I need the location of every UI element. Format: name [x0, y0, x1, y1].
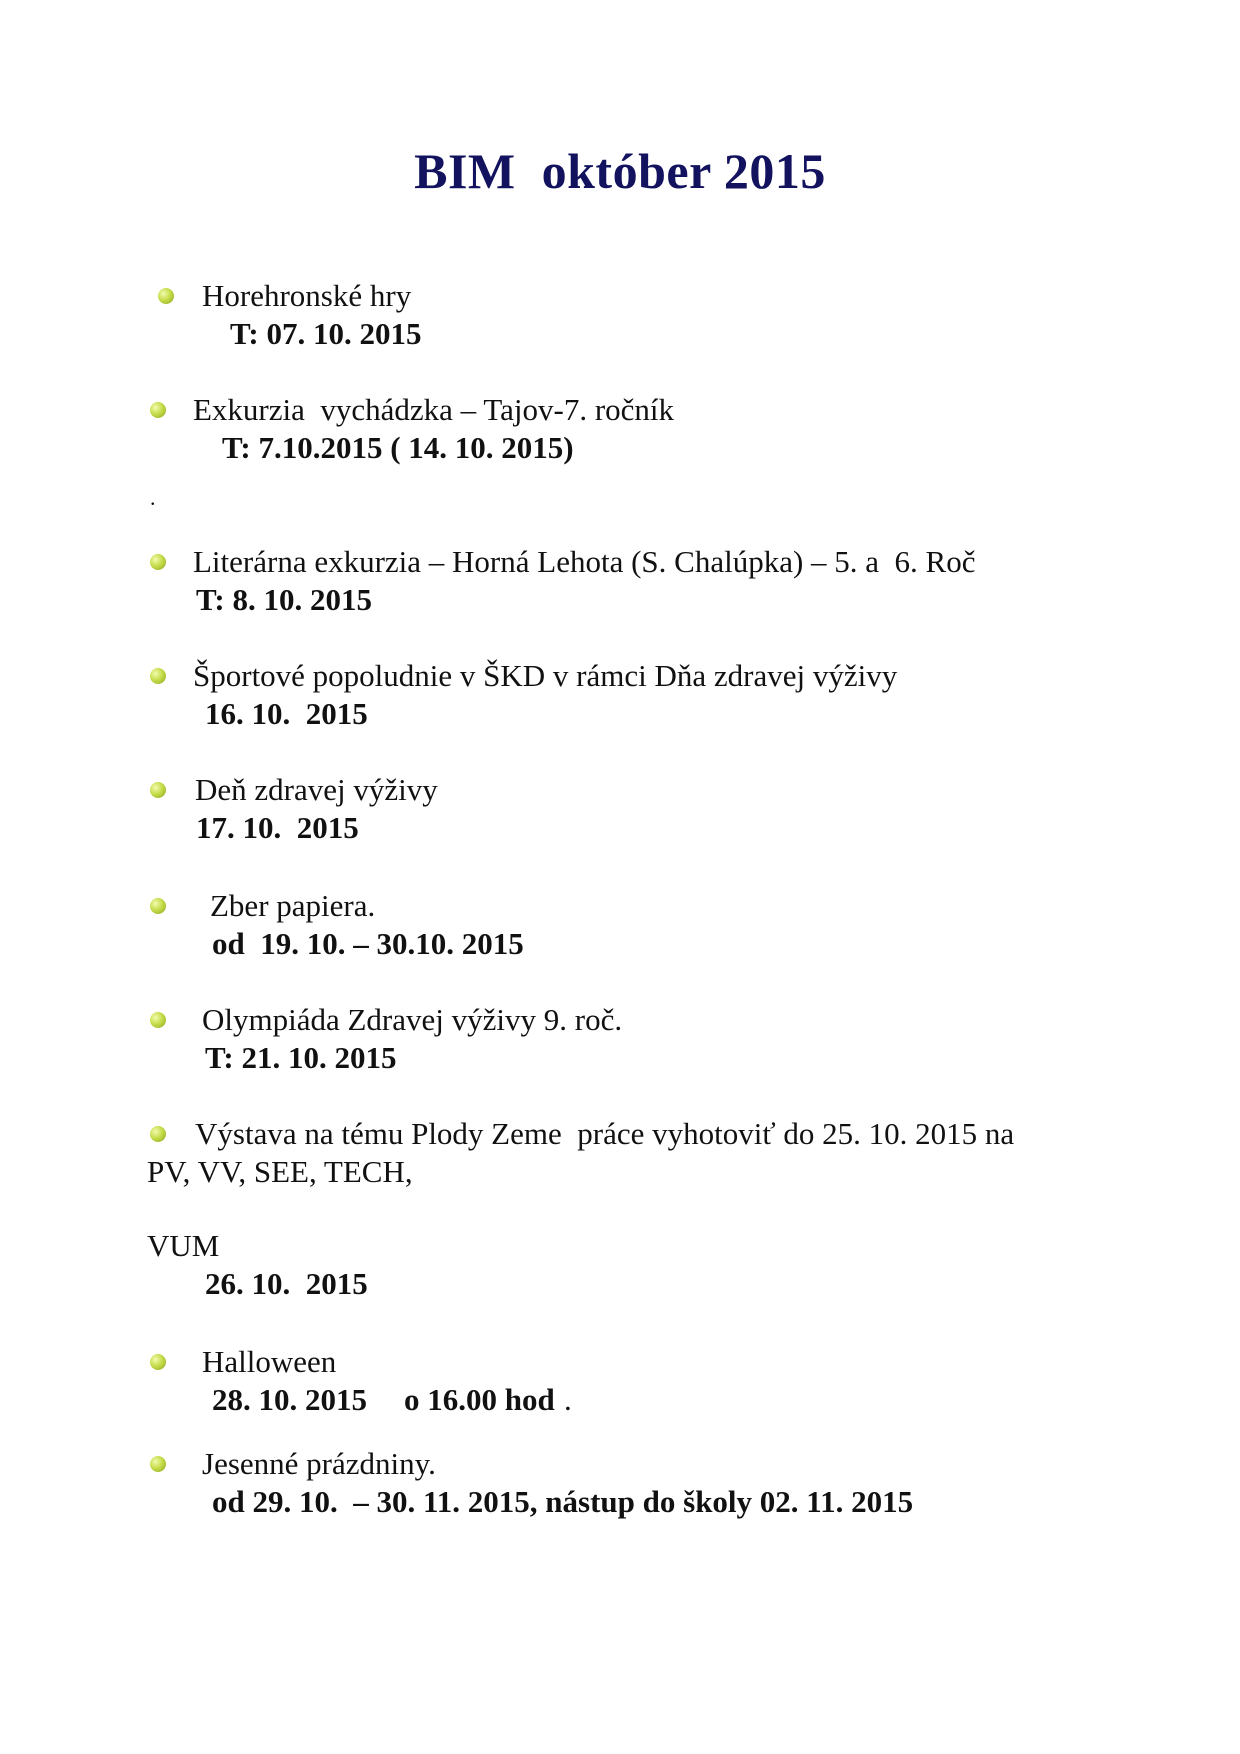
event-date: 17. 10. 2015	[196, 810, 359, 845]
event-label: Olympiáda Zdravej výživy 9. roč.	[202, 1002, 623, 1037]
event-date: 28. 10. 2015	[212, 1382, 367, 1417]
bullet-icon	[150, 1012, 166, 1028]
bullet-icon	[150, 1126, 166, 1142]
bullet-icon	[150, 898, 166, 914]
event-date: 26. 10. 2015	[205, 1266, 368, 1301]
page-title: BIM október 2015	[414, 143, 826, 199]
bullet-icon	[150, 554, 166, 570]
stray-mark: .	[150, 485, 156, 510]
event-label-continued: VUM	[147, 1228, 220, 1263]
bullet-icon	[150, 668, 166, 684]
event-date: T: 7.10.2015 ( 14. 10. 2015)	[222, 430, 574, 465]
bullet-icon	[150, 1354, 166, 1370]
event-time: o 16.00 hod	[404, 1382, 555, 1417]
event-label: Exkurzia vychádzka – Tajov-7. ročník	[193, 392, 675, 427]
event-time-end: .	[564, 1382, 572, 1417]
bullet-icon	[150, 1456, 166, 1472]
event-label: Zber papiera.	[210, 888, 376, 923]
event-label: Literárna exkurzia – Horná Lehota (S. Chalúpka) – 5. a 6. Roč	[193, 544, 976, 579]
bullet-icon	[158, 288, 174, 304]
event-label-continued: PV, VV, SEE, TECH,	[147, 1154, 413, 1189]
event-date: T: 8. 10. 2015	[196, 582, 372, 617]
event-label: Halloween	[202, 1344, 337, 1379]
event-date: 16. 10. 2015	[205, 696, 368, 731]
bullet-icon	[150, 402, 166, 418]
event-date: od 29. 10. – 30. 11. 2015, nástup do školy 02. 11. 2015	[212, 1484, 914, 1519]
event-label: Športové popoludnie v ŠKD v rámci Dňa zdravej výživy	[193, 658, 898, 693]
event-date: T: 07. 10. 2015	[230, 316, 422, 351]
bullet-icon	[150, 782, 166, 798]
event-label: Výstava na tému Plody Zeme práce vyhotoviť do 25. 10. 2015 na	[195, 1116, 1015, 1151]
event-date: T: 21. 10. 2015	[205, 1040, 397, 1075]
event-label: Deň zdravej výživy	[195, 772, 438, 807]
event-label: Jesenné prázdniny.	[202, 1446, 436, 1481]
event-label: Horehronské hry	[202, 278, 412, 313]
event-date: od 19. 10. – 30.10. 2015	[212, 926, 524, 961]
